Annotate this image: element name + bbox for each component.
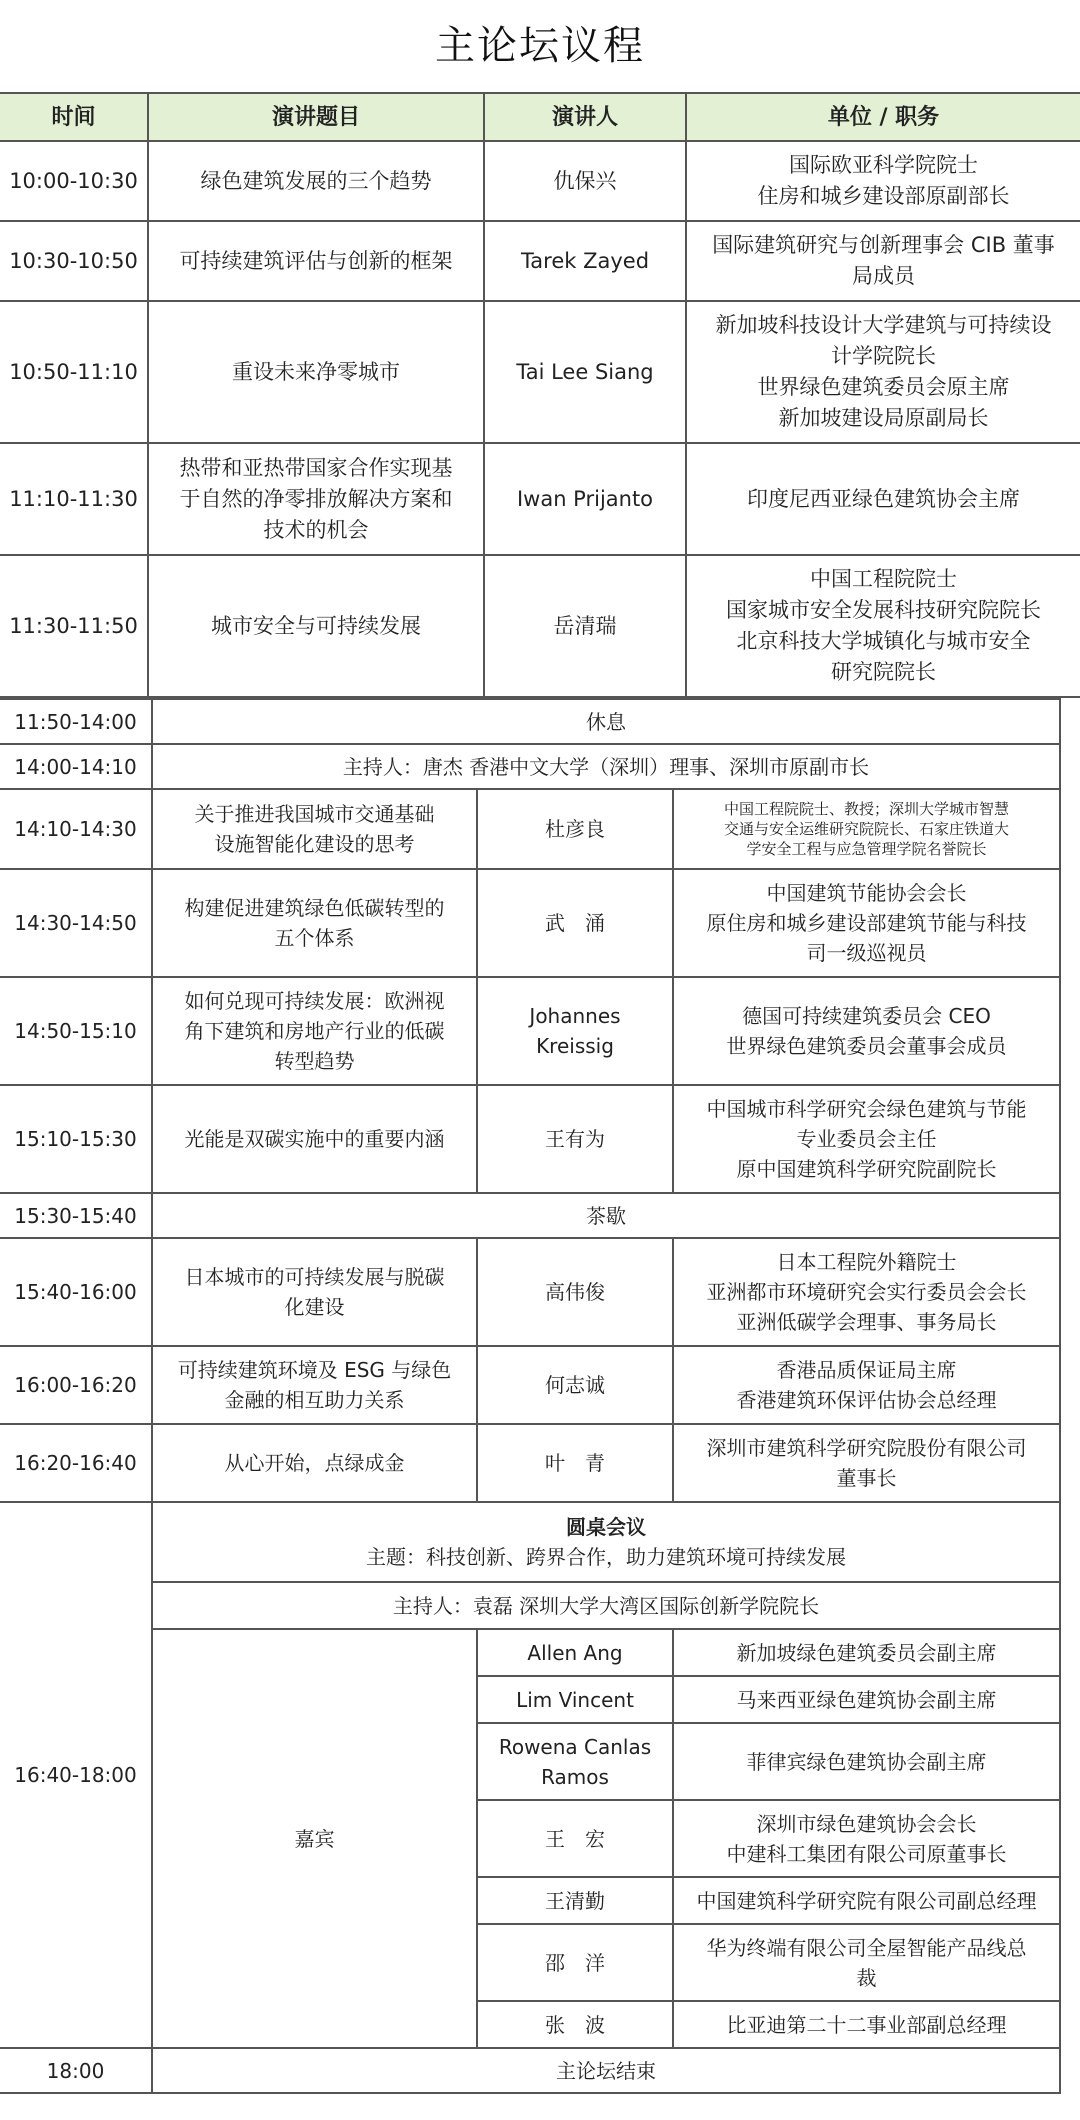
time-cell [0,443,148,555]
table-row [0,744,1060,789]
topic-cell-text: 五个体系 [274,926,355,950]
unit-cell [673,1346,1060,1424]
guest-name-cell-text: Allen Ang [527,1640,623,1665]
unit-cell [686,555,1080,697]
break-cell-text: 休息 [586,709,626,734]
roundtable-title-cell-text: 圆桌会议 [566,1515,646,1539]
unit-cell [673,869,1060,977]
speaker-cell [484,443,686,555]
guest-unit-cell-text: 新加坡绿色建筑委员会副主席 [736,1640,997,1665]
time-cell [0,869,152,977]
unit-cell-text: 董事长 [836,1466,897,1490]
time-cell-text: 14:00-14:10 [14,754,137,779]
unit-cell-text: 亚洲低碳学会理事、事务局长 [736,1310,997,1334]
time-cell [0,1424,152,1502]
topic-cell-text: 角下建筑和房地产行业的低碳 [184,1019,445,1043]
topic-cell [152,789,477,869]
guest-unit-cell-text: 裁 [856,1965,877,1990]
time-cell-text: 15:30-15:40 [14,1203,137,1228]
guest-unit-cell [673,1877,1060,1924]
topic-cell [152,1424,477,1502]
unit-cell-text: 专业委员会主任 [796,1127,937,1151]
unit-cell [686,443,1080,555]
topic-cell-text: 从心开始，点绿成金 [224,1451,405,1475]
unit-cell-text: 北京科技大学城镇化与城市安全 [736,629,1031,653]
unit-cell-text: 原中国建筑科学研究院副院长 [736,1157,997,1181]
time-cell [0,789,152,869]
guest-name-cell [477,1877,673,1924]
time-cell-text: 11:10-11:30 [9,486,138,511]
speaker-cell-text: 仇保兴 [553,168,617,193]
topic-cell-text: 构建促进建筑绿色低碳转型的 [184,896,445,920]
guest-name-cell [477,1924,673,2001]
topic-cell [148,141,484,221]
unit-cell-text: 国际建筑研究与创新理事会 CIB 董事 [712,233,1055,257]
table-header-row [0,93,1080,141]
guest-unit-cell-text: 马来西亚绿色建筑协会副主席 [736,1687,997,1712]
guest-unit-cell [673,1629,1060,1676]
guest-name-cell-text: 邵 洋 [545,1950,605,1975]
guest-name-cell [477,1800,673,1877]
guest-name-cell-text: 张 波 [545,2012,605,2037]
guest-unit-cell [673,2001,1060,2048]
guest-unit-cell [673,1924,1060,2001]
table-row [0,789,1060,869]
break-cell-text: 茶歇 [586,1203,626,1228]
topic-cell [152,977,477,1085]
unit-cell-text: 中国城市科学研究会绿色建筑与节能 [706,1097,1027,1121]
table-row [0,1193,1060,1238]
topic-cell-text: 热带和亚热带国家合作实现基 [179,455,453,480]
table-row [0,2048,1060,2093]
unit-cell-text: 中国工程院院士、教授；深圳大学城市智慧 [724,800,1010,818]
speaker-cell-text: Johannes [529,1004,621,1028]
speaker-cell-text: 高伟俊 [545,1280,605,1304]
unit-cell-text: 德国可持续建筑委员会 CEO [742,1004,991,1028]
time-cell-text: 14:30-14:50 [14,911,137,935]
guest-name-cell-text: Ramos [541,1764,609,1789]
unit-cell-text: 国际欧亚科学院院士 [789,153,978,177]
time-cell [0,2048,152,2093]
topic-cell [152,1238,477,1346]
table-row [0,1346,1060,1424]
roundtable-host-cell-text: 主持人：袁磊 深圳大学大湾区国际创新学院院长 [392,1593,820,1618]
unit-cell-text: 原住房和城乡建设部建筑节能与科技 [706,911,1027,935]
guest-unit-cell [673,1800,1060,1877]
unit-cell-text: 日本工程院外籍院士 [776,1250,957,1274]
guest-unit-cell-text: 中国建筑科学研究院有限公司副总经理 [696,1888,1037,1913]
speaker-cell-text: 叶 青 [545,1451,605,1475]
time-cell [0,699,152,744]
header-speaker: 演讲人 [484,93,686,141]
time-cell-text: 11:30-11:50 [9,613,138,638]
unit-cell-text: 司一级巡视员 [806,941,927,965]
speaker-cell [484,221,686,301]
roundtable-theme: 主题：科技创新、跨界合作，助力建筑环境可持续发展 [366,1545,846,1569]
table-row [0,1424,1060,1502]
break-cell [152,1193,1060,1238]
time-cell-text: 14:50-15:10 [14,1019,137,1043]
guest-unit-cell [673,1723,1060,1800]
topic-cell [152,1346,477,1424]
unit-cell-text: 计学院院长 [831,344,936,368]
guest-name-cell-text: 王清勤 [545,1888,605,1913]
guest-unit-cell-text: 比亚迪第二十二事业部副总经理 [726,2012,1007,2037]
speaker-cell [477,789,673,869]
table-row [0,301,1080,443]
unit-cell [673,789,1060,869]
topic-cell-text: 于自然的净零排放解决方案和 [179,486,453,511]
time-cell [0,977,152,1085]
time-cell-text: 11:50-14:00 [14,709,137,734]
table-row [0,977,1060,1085]
speaker-cell-text: 杜彦良 [545,817,605,841]
speaker-cell [484,301,686,443]
topic-cell-text: 重设未来净零城市 [232,359,400,384]
topic-cell [148,555,484,697]
topic-cell-text: 绿色建筑发展的三个趋势 [200,168,432,193]
topic-cell [152,869,477,977]
speaker-cell [477,1085,673,1193]
unit-cell-text: 交通与安全运维研究院院长、石家庄铁道大 [724,820,1010,838]
unit-cell-text: 中国工程院院士 [810,567,957,591]
speaker-cell-text: Tarek Zayed [520,248,650,273]
speaker-cell-text: 何志诚 [545,1373,605,1397]
speaker-cell [484,141,686,221]
time-cell [0,1085,152,1193]
header-unit: 单位 / 职务 [686,93,1080,141]
topic-cell-text: 日本城市的可持续发展与脱碳 [184,1265,445,1289]
unit-cell-text: 亚洲都市环境研究会实行委员会会长 [706,1280,1027,1304]
unit-cell [673,1424,1060,1502]
time-cell-text: 15:40-16:00 [14,1280,137,1304]
end-cell-text: 主论坛结束 [556,2058,656,2083]
topic-cell-text: 如何兑现可持续发展：欧洲视 [184,989,445,1013]
table-row [0,1085,1060,1193]
topic-cell-text: 光能是双碳实施中的重要内涵 [184,1127,445,1151]
host-cell [152,744,1060,789]
time-cell-text: 10:50-11:10 [9,359,138,384]
unit-cell-text: 住房和城乡建设部原副部长 [757,184,1010,208]
unit-cell [673,1238,1060,1346]
unit-cell-text: 新加坡建设局原副局长 [778,406,989,430]
table-row [0,699,1060,744]
time-cell [0,221,148,301]
roundtable-host-cell [152,1582,1060,1629]
topic-cell-text: 可持续建筑评估与创新的框架 [179,248,453,273]
guest-name-cell [477,1676,673,1723]
time-cell [0,1238,152,1346]
topic-cell-text: 可持续建筑环境及 ESG 与绿色 [177,1358,452,1382]
time-cell [0,1193,152,1238]
table-row [0,1238,1060,1346]
guest-name-cell [477,2001,673,2048]
speaker-cell [477,869,673,977]
time-cell-text: 16:00-16:20 [14,1373,137,1397]
guest-name-cell-text: Lim Vincent [516,1687,634,1712]
topic-cell-text: 设施智能化建设的思考 [214,832,415,856]
unit-cell [673,1085,1060,1193]
table-row [0,141,1080,221]
table-row [0,1582,1060,1629]
header-topic: 演讲题目 [148,93,484,141]
topic-cell [148,443,484,555]
table-row [0,1629,1060,1676]
unit-cell-text: 印度尼西亚绿色建筑协会主席 [747,486,1020,511]
speaker-cell-text: Iwan Prijanto [516,486,654,511]
time-cell-text: 10:30-10:50 [9,248,138,273]
speaker-cell-text: 武 涌 [545,911,605,935]
unit-cell-text: 新加坡科技设计大学建筑与可持续设 [715,313,1052,337]
break-cell [152,699,1060,744]
topic-cell-text: 城市安全与可持续发展 [211,613,421,638]
topic-cell-text: 金融的相互助力关系 [224,1388,405,1412]
guest-label-cell-text: 嘉宾 [294,1826,335,1851]
guest-label-cell [152,1629,477,2048]
header-time: 时间 [0,93,148,141]
afternoon-schedule-table [0,698,1061,2094]
time-cell-text: 14:10-14:30 [14,817,137,841]
time-cell [0,1346,152,1424]
page-title: 主论坛议程 [435,23,645,69]
topic-cell [148,221,484,301]
roundtable-time-cell-text: 16:40-18:00 [14,1763,137,1787]
time-cell [0,744,152,789]
speaker-cell [477,1424,673,1502]
topic-cell-text: 转型趋势 [274,1049,355,1073]
topic-cell [152,1085,477,1193]
topic-cell-text: 化建设 [284,1295,345,1319]
time-cell-text: 16:20-16:40 [14,1451,137,1475]
end-cell [152,2048,1060,2093]
table-row [0,221,1080,301]
table-row [0,555,1080,697]
time-cell-text: 15:10-15:30 [14,1127,137,1151]
speaker-cell-text: 王有为 [545,1127,605,1151]
time-cell-text: 10:00-10:30 [9,168,138,193]
unit-cell-text: 香港建筑环保评估协会总经理 [736,1388,997,1412]
guest-name-cell-text: 王 宏 [545,1826,605,1851]
speaker-cell-text: 岳清瑞 [553,613,617,638]
unit-cell-text: 中国建筑节能协会会长 [766,881,967,905]
unit-cell-text: 国家城市安全发展科技研究院院长 [726,598,1041,622]
time-cell [0,141,148,221]
unit-cell [686,301,1080,443]
topic-cell [148,301,484,443]
speaker-cell [477,1238,673,1346]
unit-cell-text: 深圳市建筑科学研究院股份有限公司 [706,1436,1027,1460]
unit-cell-text: 局成员 [852,264,915,288]
speaker-cell [477,1346,673,1424]
guest-unit-cell-text: 中建科工集团有限公司原董事长 [726,1841,1007,1866]
speaker-cell [477,977,673,1085]
unit-cell-text: 世界绿色建筑委员会董事会成员 [726,1034,1007,1058]
speaker-cell-text: Kreissig [536,1034,614,1058]
unit-cell-text: 世界绿色建筑委员会原主席 [757,375,1010,399]
guest-unit-cell-text: 深圳市绿色建筑协会会长 [756,1811,977,1836]
time-cell [0,555,148,697]
roundtable-time-cell [0,1502,152,2048]
unit-cell-text: 学安全工程与应急管理学院名誉院长 [746,840,987,858]
unit-cell-text: 研究院院长 [831,660,936,684]
table-row [0,1502,1060,1582]
time-cell-text: 18:00 [46,2058,105,2083]
unit-cell-text: 香港品质保证局主席 [776,1358,957,1382]
guest-unit-cell-text: 菲律宾绿色建筑协会副主席 [746,1749,987,1774]
table-row [0,869,1060,977]
unit-cell [686,221,1080,301]
topic-cell-text: 关于推进我国城市交通基础 [194,802,435,826]
roundtable-title-cell [152,1502,1060,1582]
table-row [0,443,1080,555]
guest-unit-cell-text: 华为终端有限公司全屋智能产品线总 [706,1935,1027,1960]
guest-name-cell [477,1723,673,1800]
time-cell [0,301,148,443]
topic-cell-text: 技术的机会 [263,517,369,542]
guest-name-cell-text: Rowena Canlas [498,1734,652,1759]
guest-unit-cell [673,1676,1060,1723]
guest-name-cell [477,1629,673,1676]
speaker-cell [484,555,686,697]
host-cell-text: 主持人：唐杰 香港中文大学（深圳）理事、深圳市原副市长 [342,754,870,779]
unit-cell [686,141,1080,221]
speaker-cell-text: Tai Lee Siang [516,359,654,384]
unit-cell [673,977,1060,1085]
morning-schedule-table [0,92,1080,698]
